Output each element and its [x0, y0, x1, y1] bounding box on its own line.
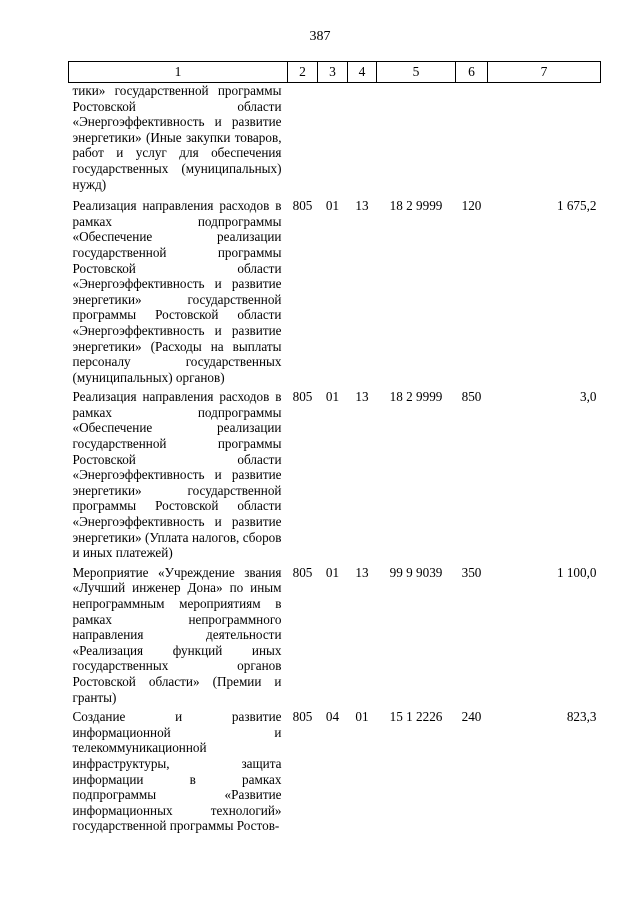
table-header	[69, 62, 601, 83]
row-col6: 240	[461, 709, 482, 725]
row-col7: 1 100,0	[556, 564, 597, 580]
row-col6	[456, 83, 488, 199]
row-col7: 1 675,2	[556, 198, 597, 214]
row-col5	[377, 83, 456, 199]
row-col5: 18 2 9999	[389, 198, 443, 214]
budget-table	[68, 61, 601, 838]
column-header-7: 7	[488, 62, 601, 83]
row-col5: 99 9 9039	[389, 564, 443, 580]
column-header-1: 1	[69, 62, 288, 83]
row-col7	[488, 83, 601, 199]
row-description: Мероприятие «Учреждение звания «Лучший инженер Дона» по иным непрограммным мероприятиям в рамках непрограммного направления деятельности «Реализация функций иных государственных органов Ростовской области» (Премии и гранты)	[72, 564, 282, 705]
column-header-2: 2	[288, 62, 318, 83]
row-col3: 01	[325, 564, 340, 580]
row-col6: 120	[461, 198, 482, 214]
row-col6: 350	[461, 564, 482, 580]
row-col7: 3,0	[580, 389, 597, 405]
table-row	[69, 83, 601, 199]
column-header-3: 3	[318, 62, 348, 83]
row-col5: 18 2 9999	[389, 389, 443, 405]
row-col3: 01	[325, 198, 340, 214]
row-description: Реализация направления расходов в рамках подпрограммы «Обеспечение реализации государственной программы Ростовской области «Энергоэффективность и развитие энергетики» государственной программы Ростовской области «Энергоэффективность и развитие энергетики» (Уплата налогов, сборов и иных платежей)	[72, 389, 282, 561]
column-header-4: 4	[348, 62, 377, 83]
table-row	[69, 389, 601, 565]
table-body	[69, 83, 601, 838]
row-col2: 805	[292, 564, 313, 580]
row-col4: 13	[355, 198, 369, 214]
row-col4: 01	[355, 709, 369, 725]
row-col7: 823,3	[566, 709, 597, 725]
row-description: тики» государственной программы Ростовской области «Энергоэффективность и развитие энергетики» (Иные закупки товаров, работ и услуг для обеспечения государственных (муниципальных) нужд)	[72, 83, 282, 192]
row-col4: 13	[355, 389, 369, 405]
column-header-6: 6	[456, 62, 488, 83]
row-col2: 805	[292, 198, 313, 214]
row-col3	[318, 83, 348, 199]
table-row	[69, 709, 601, 838]
row-col5: 15 1 2226	[389, 709, 443, 725]
row-col2: 805	[292, 389, 313, 405]
row-col2	[288, 83, 318, 199]
row-description: Создание и развитие информационной и телекоммуникационной инфраструктуры, защита информации в рамках подпрограммы «Развитие информационных технологий» государственной программы Ростов-	[72, 709, 282, 834]
row-description: Реализация направления расходов в рамках подпрограммы «Обеспечение реализации государственной программы Ростовской области «Энергоэффективность и развитие энергетики» государственной программы Ростовской области «Энергоэффективность и развитие энергетики» (Расходы на выплаты персоналу государственных (муниципальных) органов)	[72, 198, 282, 385]
row-col3: 01	[325, 389, 340, 405]
row-col4: 13	[355, 564, 369, 580]
column-header-5: 5	[377, 62, 456, 83]
row-col3: 04	[325, 709, 340, 725]
row-col4	[348, 83, 377, 199]
row-col2: 805	[292, 709, 313, 725]
row-col6: 850	[461, 389, 482, 405]
table-row	[69, 198, 601, 389]
table-row	[69, 565, 601, 709]
header-row	[69, 62, 601, 83]
page-number: 387	[309, 29, 331, 44]
